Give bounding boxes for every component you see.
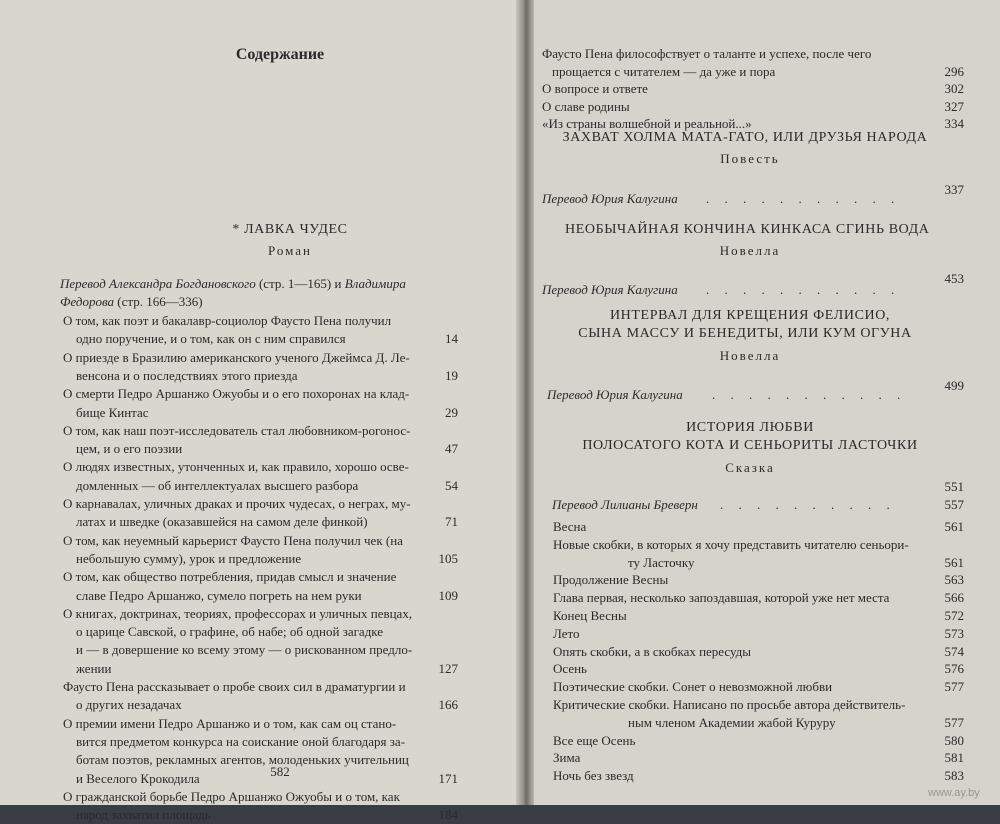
section-credit-mata-gato: Перевод Юрия Калугина [542, 191, 678, 206]
section-title-interval-2: СЫНА МАССУ И БЕНЕДИТЫ, ИЛИ КУМ ОГУНА [578, 326, 912, 341]
book-gutter [516, 0, 534, 805]
toc-entry-page: 127 [438, 660, 458, 676]
toc-entry-line: Фаусто Пена философствует о таланте и успехе, после чего [542, 46, 872, 61]
toc-entry-page: 572 [944, 608, 964, 623]
toc-entry-line: Продолжение Весны [553, 572, 669, 588]
novel-title: * ЛАВКА ЧУДЕС [232, 222, 348, 237]
section-page-mata-gato: 337 [944, 182, 964, 197]
toc-entry-page: 576 [944, 661, 964, 677]
toc-entry-line: домленных — об интеллектуалах высшего разбора [76, 477, 359, 493]
toc-entry-line: ту Ласточку [628, 554, 695, 570]
toc-entry-line: Зима [553, 750, 581, 766]
section-genre-interval: Новелла [719, 348, 781, 363]
toc-entry-page: 19 [445, 367, 458, 383]
watermark: www.ay.by [928, 787, 980, 799]
novel-credit-line-1: Перевод Александра Богдановского (стр. 1—165) и Владимира [60, 276, 406, 291]
toc-entry-page: 327 [944, 98, 964, 114]
contents-heading: Содержание [235, 46, 325, 63]
toc-entry-page: 302 [944, 81, 964, 96]
toc-entry-page: 561 [944, 554, 964, 570]
toc-entry-line: вится предметом конкурса на соискание оной благодаря за- [76, 733, 406, 749]
leader-dots: . . . . . . . . . . [720, 497, 896, 512]
toc-entry-page: 54 [445, 477, 458, 493]
toc-entry-line: небольшую сумму), урок и предложение [76, 550, 302, 566]
toc-entry-line: О том, как поэт и бакалавр-социолор Фаусто Пена получил [63, 313, 392, 328]
toc-entry-line: о других незадачах [76, 697, 182, 713]
toc-entry-line: Весна [553, 519, 587, 534]
toc-entry-line: О книгах, доктринах, теориях, профессорах и уличных певцах, [63, 605, 413, 621]
section-page-lastochka-a: 551 [944, 479, 964, 494]
toc-entry-line: венсона и о последствиях этого приезда [76, 367, 298, 383]
section-page-interval: 499 [944, 378, 964, 393]
toc-entry-page: 171 [438, 770, 458, 786]
toc-entry-line: Конец Весны [553, 608, 627, 623]
toc-entry-line: бище Кинтас [76, 404, 149, 420]
section-title-kinkas: НЕОБЫЧАЙНАЯ КОНЧИНА КИНКАСА СГИНЬ ВОДА [565, 222, 930, 237]
section-title-mata-gato: ЗАХВАТ ХОЛМА МАТА-ГАТО, ИЛИ ДРУЗЬЯ НАРОДА [562, 130, 928, 145]
toc-entry-line: Опять скобки, а в скобках пересуды [553, 643, 752, 659]
toc-entry-line: Поэтические скобки. Сонет о невозможной любви [553, 679, 833, 695]
novel-title-text: ЛАВКА ЧУДЕС [244, 222, 348, 237]
toc-entry-line: и — в довершение ко всему этому — о рискованном предло- [76, 642, 413, 658]
toc-entry-line: О том, как неуемный карьерист Фаусто Пена получил чек (на [63, 532, 403, 548]
section-genre-mata-gato: Повесть [720, 151, 780, 166]
toc-entry-page: 14 [445, 331, 458, 347]
toc-entry-line: Ночь без звезд [553, 768, 634, 784]
toc-entry-page: 580 [944, 732, 964, 748]
toc-entry-line: прощается с читателем — да уже и пора [552, 63, 776, 79]
toc-entry-line: Все еще Осень [553, 732, 636, 748]
toc-entry-page: 109 [438, 587, 458, 603]
section-credit-lastochka: Перевод Лилианы Бреверн [552, 497, 698, 512]
toc-entry-line: Критические скобки. Написано по просьбе автора действитель- [553, 697, 906, 712]
toc-entry-page: 296 [944, 63, 964, 79]
section-page-kinkas: 453 [944, 271, 964, 286]
toc-entry-page: 577 [944, 714, 964, 730]
toc-entry-page: 47 [445, 441, 458, 457]
toc-entry-line: Глава первая, несколько запоздавшая, которой уже нет места [553, 590, 890, 606]
toc-entry-line: О том, как наш поэт-исследователь стал любовником-рогонос- [63, 422, 411, 438]
novel-credit-line-2: Федорова (стр. 166—336) [60, 294, 203, 309]
toc-entry-page: 573 [944, 625, 964, 641]
toc-entry-page: 577 [944, 679, 964, 695]
page-number: 582 [270, 764, 290, 779]
toc-entry-page: 574 [944, 643, 964, 659]
toc-entry-line: о царице Савской, о графине, об набе; об одной загадке [76, 624, 384, 640]
section-genre-lastochka: Сказка [725, 460, 775, 475]
toc-entry-line: одно поручение, и о том, как он с ним справился [76, 331, 346, 347]
leader-dots: . . . . . . . . . . . [706, 282, 901, 297]
section-title-lastochka-1: ИСТОРИЯ ЛЮБВИ [686, 420, 814, 435]
toc-entry-page: 581 [944, 750, 964, 766]
toc-entry-page: 563 [944, 572, 964, 588]
toc-entry-line: ным членом Академии жабой Куруру [628, 714, 836, 730]
section-genre-kinkas: Новелла [719, 243, 781, 258]
toc-entry-line: Фаусто Пена рассказывает о пробе своих сил в драматургии и [63, 679, 406, 694]
toc-entry-line: жении [76, 660, 112, 676]
toc-entry-line: славе Педро Аршанжо, сумело погреть на нем руки [76, 587, 362, 603]
toc-entry-page: 334 [944, 116, 964, 131]
toc-entry-line: О премии имени Педро Аршанжо и о том, как сам оц стано- [63, 715, 397, 731]
toc-entry-page: 166 [438, 697, 458, 713]
toc-entry-line: Новые скобки, в которых я хочу представить читателю сеньори- [553, 536, 909, 552]
toc-entry-line: «Из страны волшебной и реальной...» [542, 116, 752, 131]
toc-entry-page: 561 [944, 519, 964, 534]
toc-entry-page: 184 [438, 807, 458, 823]
toc-entry-line: Осень [553, 661, 587, 677]
leader-dots: . . . . . . . . . . . [706, 191, 901, 206]
toc-entry-line: О людях известных, утонченных и, как правило, хорошо осве- [63, 459, 409, 475]
section-page-lastochka-b: 557 [944, 497, 964, 512]
toc-entry-line: Лето [553, 625, 580, 641]
toc-entry-line: О смерти Педро Аршанжо Ожуобы и о его похоронах на клад- [63, 386, 410, 402]
toc-entry-line: народ захватил площадь [76, 807, 211, 823]
leader-dots: . . . . . . . . . . . [712, 387, 907, 402]
toc-entry-line: О том, как общество потребления, придав смысл и значение [63, 569, 397, 585]
toc-entry-line: О гражданской борьбе Педро Аршанжо Ожуобы и о том, как [63, 788, 400, 804]
toc-entry-line: латах и шведке (оказавшейся на самом деле финкой) [76, 514, 368, 530]
toc-entry-page: 583 [944, 768, 964, 784]
section-title-lastochka-2: ПОЛОСАТОГО КОТА И СЕНЬОРИТЫ ЛАСТОЧКИ [582, 438, 918, 453]
novel-genre: Роман [267, 243, 313, 258]
toc-entry-line: и Веселого Крокодила [76, 770, 200, 786]
toc-entry-line: О славе родины [542, 98, 630, 114]
toc-entry-page: 566 [944, 590, 964, 606]
toc-entry-line: ботам поэтов, рекламных агентов, молоденьких учительниц [76, 752, 409, 768]
section-credit-interval: Перевод Юрия Калугина [547, 387, 683, 402]
toc-entry-page: 71 [445, 514, 458, 530]
toc-entry-page: 29 [445, 404, 458, 420]
toc-entry-page: 105 [438, 550, 458, 566]
toc-entry-line: О приезде в Бразилию американского ученого Джеймса Д. Ле- [63, 349, 410, 365]
toc-entry-line: цем, и о его поэзии [76, 441, 183, 457]
section-credit-kinkas: Перевод Юрия Калугина [542, 282, 678, 297]
toc-entry-line: О карнавалах, уличных драках и прочих чудесах, о неграх, му- [63, 496, 411, 511]
section-title-interval-1: ИНТЕРВАЛ ДЛЯ КРЕЩЕНИЯ ФЕЛИСИО, [609, 308, 891, 323]
toc-entry-line: О вопросе и ответе [542, 81, 648, 96]
